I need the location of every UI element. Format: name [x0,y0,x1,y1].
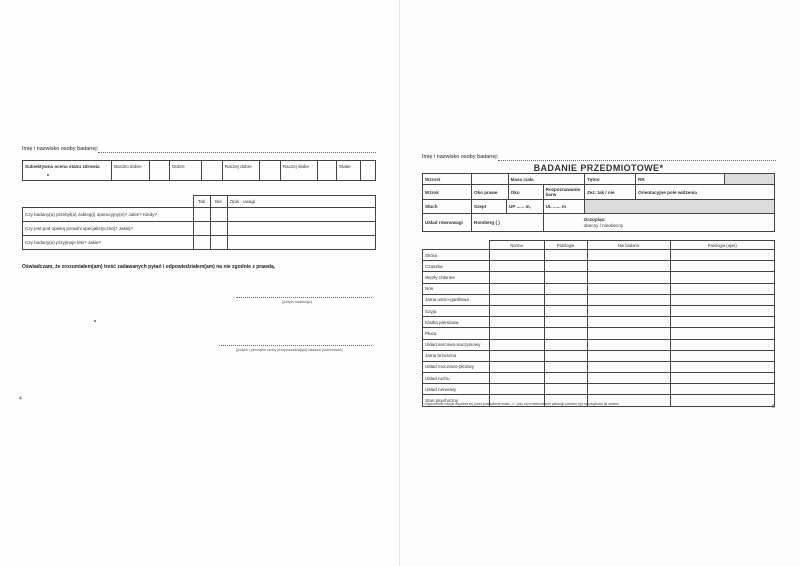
pathology-description-field[interactable] [670,317,775,328]
header-yes: Tak [193,196,210,208]
organ-label: Węzły chłonne [423,272,490,283]
checkbox-pathology[interactable] [544,305,587,316]
pathology-description-field[interactable] [670,250,775,261]
checkbox-normal[interactable] [489,350,544,361]
table-row [423,317,775,328]
organ-label: Klatka piersiowa [423,317,490,328]
checkbox-not-examined[interactable] [587,305,670,316]
organ-label: Stan psychiczny [423,395,490,406]
checkbox-pathology[interactable] [544,373,587,384]
option-good: Dobre [170,161,202,181]
organ-label: Jama brzuszna [423,350,490,361]
pathology-description-field[interactable] [670,261,775,272]
checkbox-rather-poor[interactable] [318,161,337,181]
name-label: Imię i nazwisko osoby badanej: [22,146,99,152]
table-row [23,236,376,250]
pathology-description-field[interactable] [670,361,775,372]
checkbox-normal[interactable] [489,339,544,350]
organ-label: Układ ruchu [423,373,490,384]
label-pulse: Tętno [585,174,636,185]
organ-label: Płuca [423,328,490,339]
checkbox-pathology[interactable] [544,283,587,294]
signature-line-patient[interactable] [236,297,372,298]
checkbox-not-examined[interactable] [587,317,670,328]
table-row [423,250,775,261]
checkbox-normal[interactable] [489,373,544,384]
field-right-ear[interactable]: UP ...... m, [507,200,544,214]
table-row [423,283,775,294]
header-not-examined: Nie badano [587,241,670,250]
checkbox-no[interactable] [210,208,227,222]
checkbox-normal[interactable] [489,272,544,283]
pathology-description-field[interactable] [670,272,775,283]
checkbox-pathology[interactable] [544,272,587,283]
checkbox-pathology[interactable] [544,339,587,350]
pathology-description-field[interactable] [670,328,775,339]
checkbox-not-examined[interactable] [587,350,670,361]
header-no: Nie [210,196,227,208]
pathology-description-field[interactable] [670,339,775,350]
checkbox-good[interactable] [202,161,222,181]
right-page [400,0,800,566]
label-rr: RR [636,174,725,185]
table-row [423,384,775,395]
checkbox-normal[interactable] [489,305,544,316]
checkbox-yes[interactable] [193,222,210,236]
organ-label: Układ nerwowy [423,384,490,395]
checkbox-pathology[interactable] [544,328,587,339]
question-text: Czy jest pod opieką poradni specjalistycznej? Jakiej? [23,222,194,236]
notes-field[interactable] [227,236,376,250]
checkbox-not-examined[interactable] [587,294,670,305]
table-row [423,350,775,361]
scan-speck [94,320,96,322]
exam-title: BADANIE PRZEDMIOTOWE* [533,162,664,173]
checkbox-pathology[interactable] [544,350,587,361]
question-text: Czy badany(a) przyjmuje leki? Jakie? [23,236,194,250]
checkbox-normal[interactable] [489,250,544,261]
checkbox-pathology[interactable] [544,261,587,272]
checkbox-normal[interactable] [489,317,544,328]
label-strabismus: Zez: tak / nie [585,185,636,200]
field-nystagmus[interactable] [543,214,774,232]
health-label: Subiektywna ocena stanu zdrowia [23,161,112,181]
checkbox-normal[interactable] [489,384,544,395]
checkbox-poor[interactable] [360,161,375,181]
checkbox-normal[interactable] [489,283,544,294]
table-row [423,305,775,316]
pathology-description-field[interactable] [670,350,775,361]
label-left-eye: Oko [508,185,543,200]
checkbox-not-examined[interactable] [587,328,670,339]
checkbox-pathology[interactable] [544,294,587,305]
checkbox-normal[interactable] [489,361,544,372]
table-row [423,373,775,384]
option-rather-poor: Raczej słabe [280,161,318,181]
pathology-description-field[interactable] [670,384,775,395]
checkbox-not-examined[interactable] [587,373,670,384]
header-notes: Opis - uwagi [227,196,376,208]
footnote: * Odpowiednie rubryki wypełnia się przez postawienie znaku „x”, przy czym stwierdzenie patologii powinno być szczegółowo jej opisem. [422,402,620,406]
scan-speck [47,174,49,176]
label-height: Wzrost [423,174,472,185]
label-color-vision: Rozpoznawanie barw [543,185,584,200]
notes-field[interactable] [227,222,376,236]
checkbox-normal[interactable] [489,328,544,339]
table-row [423,339,775,350]
name-field[interactable] [498,160,776,161]
label-right-eye: Oko prawe [472,185,509,200]
option-poor: Słabe [336,161,360,181]
checkbox-not-examined[interactable] [587,384,670,395]
pathology-description-field[interactable] [670,395,775,406]
label-mass: Masa ciała [508,174,584,185]
organ-label: Szyja [423,305,490,316]
checkbox-normal[interactable] [489,261,544,272]
checkbox-very-good[interactable] [149,161,169,181]
pathology-description-field[interactable] [670,294,775,305]
field-romberg[interactable]: Romberg ( ) [472,214,544,232]
checkbox-no[interactable] [210,222,227,236]
label-nystagmus: Oczopląs: [583,216,606,222]
checkbox-pathology[interactable] [544,317,587,328]
question-text: Czy badany(a) przebył(a) zabieg(i) operacyjny(e)? Jakie? Kiedy? [23,208,194,222]
page-number: 4 [19,396,22,402]
physical-exam-table [422,162,775,232]
organ-label: Układ moczowo-płciowy [423,361,490,372]
organ-systems-table [422,240,775,407]
table-row [423,272,775,283]
organ-label: Czaszka [423,261,490,272]
header-pathology-description: Patologia (opis) [670,241,775,250]
notes-field[interactable] [227,208,376,222]
checkbox-pathology[interactable] [544,250,587,261]
checkbox-not-examined[interactable] [587,361,670,372]
table-row [423,328,775,339]
header-normal: Norma [489,241,544,250]
checkbox-yes[interactable] [193,208,210,222]
page-number: 5 [772,404,775,410]
field-height[interactable] [472,174,509,185]
checkbox-not-examined[interactable] [587,272,670,283]
checkbox-not-examined[interactable] [587,283,670,294]
table-row [423,261,775,272]
checkbox-not-examined[interactable] [587,250,670,261]
option-rather-good: Raczej dobre [222,161,260,181]
name-label: Imię i nazwisko osoby badanej: [422,154,499,160]
label-visual-field: Orientacyjne pole widzenia [636,185,775,200]
header-pathology: Patologia [544,241,587,250]
table-row [423,294,775,305]
label-vision: Wzrok [423,185,472,200]
checkbox-not-examined[interactable] [587,339,670,350]
pathology-description-field[interactable] [670,283,775,294]
nystagmus-value: obecny / nieobecny [583,222,624,228]
table-row [23,222,376,236]
checkbox-pathology[interactable] [544,384,587,395]
label-hearing: Słuch [423,200,472,214]
field-left-ear[interactable]: UL ...... m [543,200,584,214]
checkbox-pathology[interactable] [544,361,587,372]
pathology-description-field[interactable] [670,373,775,384]
table-row [23,208,376,222]
signature-line-examiner[interactable] [219,345,372,346]
pathology-description-field[interactable] [670,305,775,316]
checkbox-no[interactable] [210,236,227,250]
checkbox-not-examined[interactable] [587,261,670,272]
organ-label: Układ sercowo-naczyniowy [423,339,490,350]
signature-caption-examiner: (podpis i pieczątka osoby przeprowadzającej badanie podmiotowe) [236,348,343,352]
declaration-statement: Oświadczam, że zrozumiałem(am) treść zadawanych pytań i odpowiedziałem(am) na nie zgodnie z prawdą. [22,264,276,270]
label-balance: Układ równowagi [423,214,472,232]
checkbox-rather-good[interactable] [260,161,280,181]
table-row [423,361,775,372]
health-rating-table [22,160,376,181]
name-field[interactable] [98,152,376,153]
checkbox-normal[interactable] [489,294,544,305]
option-very-good: Bardzo dobre [112,161,150,181]
signature-caption-patient: (podpis badanego) [282,300,312,304]
medical-questions-table [22,195,376,250]
organ-label: Jama ustno-gardłowa [423,294,490,305]
organ-label: Nos [423,283,490,294]
organ-label: Skóra [423,250,490,261]
checkbox-yes[interactable] [193,236,210,250]
label-whisper: Szept [472,200,507,214]
